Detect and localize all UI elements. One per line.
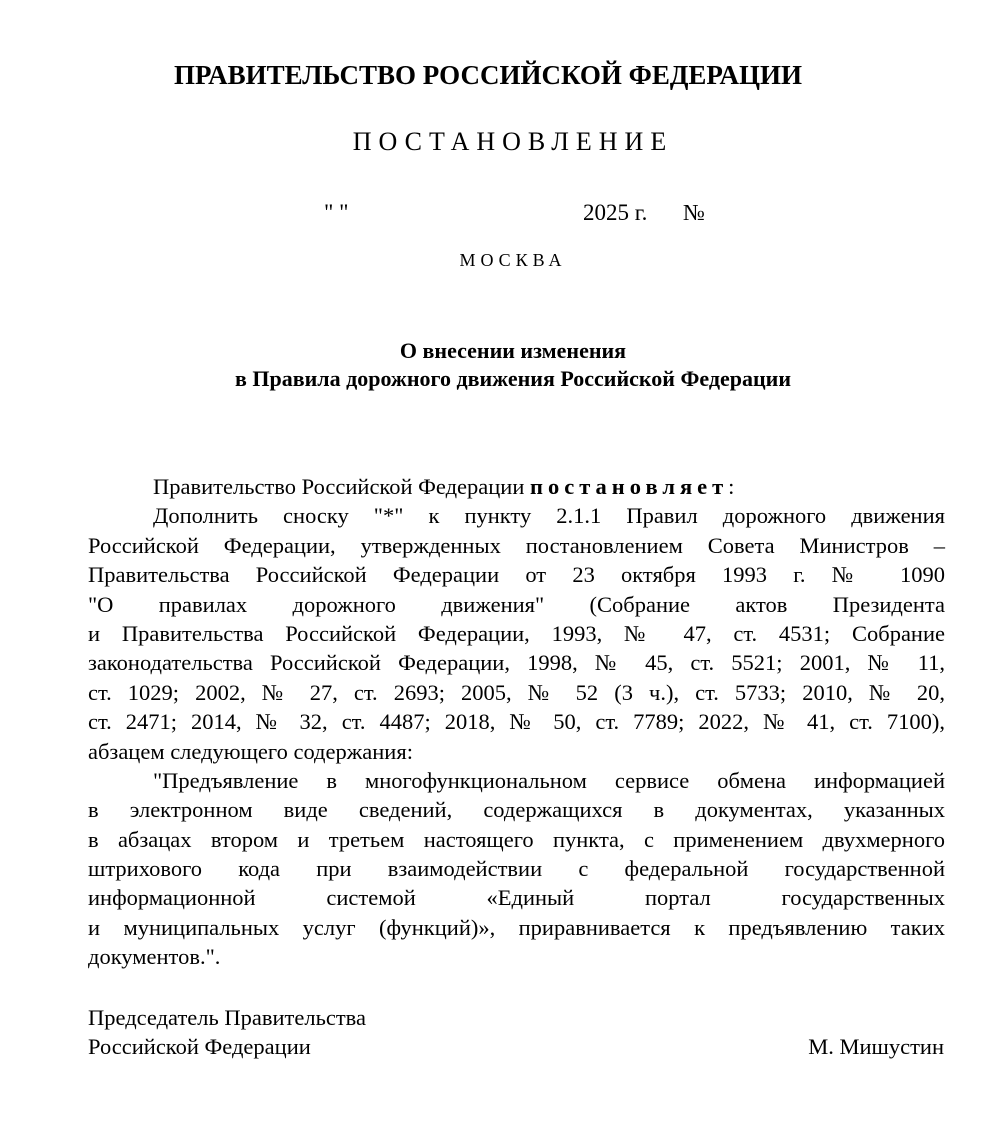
paragraph-1 (88, 501, 945, 766)
paragraph-line: и муниципальных услуг (функций)», приравнивается к предъявлению таких (88, 914, 945, 940)
preamble-verb: постановляет (530, 474, 729, 499)
paragraph-line: и Правительства Российской Федерации, 1993, № 47, ст. 4531; Собрание (88, 620, 945, 646)
city: МОСКВА (459, 250, 567, 270)
paragraph-line: в абзацах втором и третьем настоящего пункта, с применением двухмерного (88, 826, 945, 852)
document-body (88, 472, 945, 972)
paragraph-line: в электронном виде сведений, содержащихся в документах, указанных (88, 797, 945, 823)
paragraph-2 (88, 766, 945, 972)
number-sign: № (683, 200, 705, 225)
preamble-text: Правительство Российской Федерации (153, 474, 525, 499)
preamble (88, 472, 945, 501)
paragraph-line: документов.". (88, 944, 221, 970)
signatory-position-line-1: Председатель Правительства (88, 1005, 366, 1030)
paragraph-line: Правительства Российской Федерации от 23 октября 1993 г. № 1090 (88, 562, 945, 588)
government-heading: ПРАВИТЕЛЬСТВО РОССИЙСКОЙ ФЕДЕРАЦИИ (174, 60, 802, 90)
document-type: ПОСТАНОВЛЕНИЕ (352, 127, 674, 156)
paragraph-line: ст. 1029; 2002, № 27, ст. 2693; 2005, № 52 (3 ч.), ст. 5733; 2010, № 20, (88, 679, 945, 705)
paragraph-line: ст. 2471; 2014, № 32, ст. 4487; 2018, № 50, ст. 7789; 2022, № 41, ст. 7100), (88, 709, 945, 735)
subject-line-2: в Правила дорожного движения Российской Федерации (234, 366, 791, 391)
date-quotes: " " (324, 200, 349, 225)
paragraph-line: "О правилах дорожного движения" (Собрание актов Президента (88, 591, 945, 617)
paragraph-line: законодательства Российской Федерации, 1998, № 45, ст. 5521; 2001, № 11, (88, 650, 945, 676)
signatory-position-line-2: Российской Федерации (88, 1034, 311, 1059)
paragraph-line: Дополнить сноску "*" к пункту 2.1.1 Правил дорожного движения (153, 503, 945, 529)
paragraph-line: Российской Федерации, утвержденных постановлением Совета Министров – (88, 532, 945, 558)
subject-line-1: О внесении изменения (399, 338, 627, 363)
paragraph-line: информационной системой «Единый портал государственных (88, 885, 945, 911)
paragraph-line: абзацем следующего содержания: (88, 738, 413, 764)
date-year: 2025 г. (583, 200, 648, 225)
paragraph-line: штрихового кода при взаимодействии с федеральной государственной (88, 856, 945, 882)
signatory-name: М. Мишустин (808, 1034, 944, 1059)
preamble-colon: : (728, 474, 735, 499)
paragraph-line: "Предъявление в многофункциональном сервисе обмена информацией (153, 767, 945, 793)
